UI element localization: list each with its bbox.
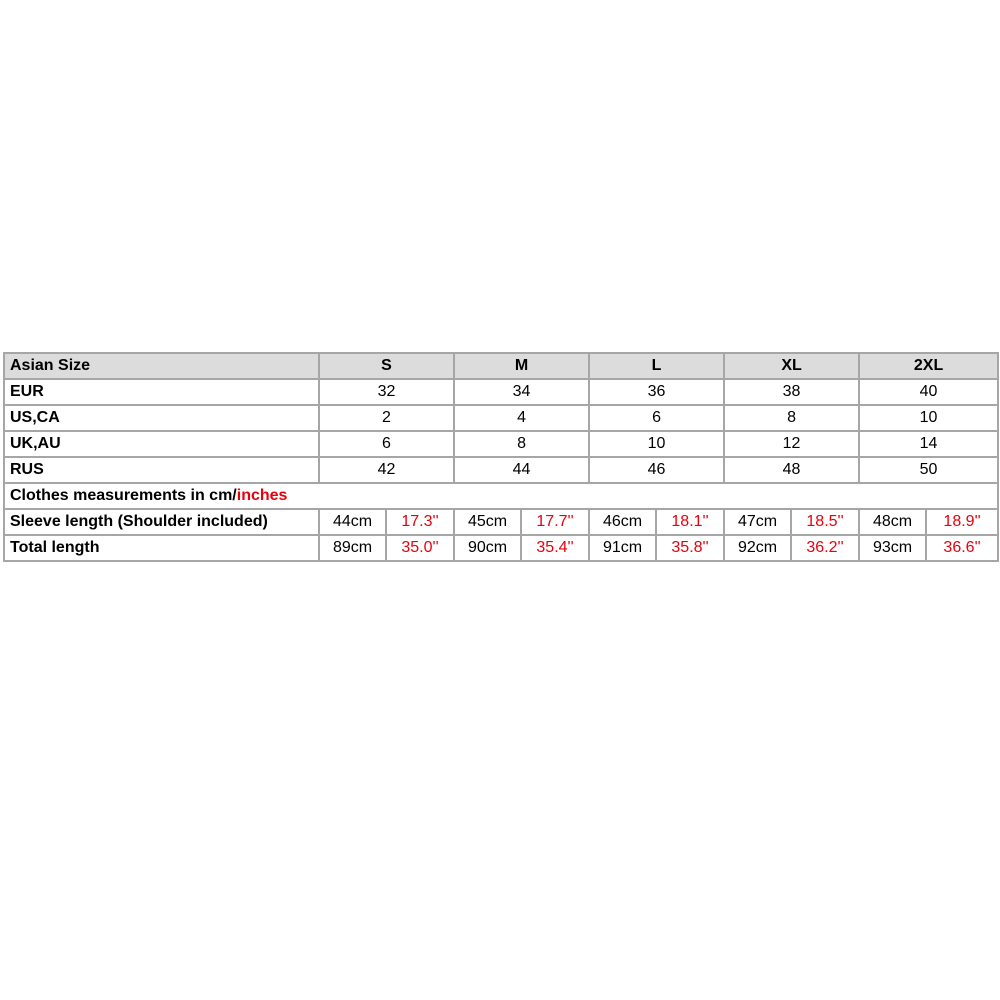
asian-size-label: Asian Size	[4, 353, 319, 379]
table-cell: 10	[589, 431, 724, 457]
table-cell: 42	[319, 457, 454, 483]
row-label: RUS	[4, 457, 319, 483]
table-cell: 6	[589, 405, 724, 431]
size-header: M	[454, 353, 589, 379]
inch-cell: 36.2''	[791, 535, 859, 561]
table-cell: 12	[724, 431, 859, 457]
size-header: S	[319, 353, 454, 379]
table-cell: 2	[319, 405, 454, 431]
row-label: EUR	[4, 379, 319, 405]
row-label: Total length	[4, 535, 319, 561]
cm-cell: 89cm	[319, 535, 386, 561]
table-cell: 48	[724, 457, 859, 483]
row-label: Sleeve length (Shoulder included)	[4, 509, 319, 535]
inch-cell: 17.7''	[521, 509, 589, 535]
size-header: 2XL	[859, 353, 998, 379]
cm-cell: 48cm	[859, 509, 926, 535]
inch-cell: 35.8''	[656, 535, 724, 561]
table-cell: 44	[454, 457, 589, 483]
table-cell: 40	[859, 379, 998, 405]
table-cell: 46	[589, 457, 724, 483]
table-cell: 36	[589, 379, 724, 405]
size-chart	[3, 352, 997, 562]
inch-cell: 18.9''	[926, 509, 998, 535]
inch-cell: 36.6''	[926, 535, 998, 561]
table-header-row	[4, 353, 998, 379]
table-cell: 6	[319, 431, 454, 457]
table-cell: 38	[724, 379, 859, 405]
inch-cell: 18.5''	[791, 509, 859, 535]
section-row	[4, 483, 998, 509]
table-cell: 34	[454, 379, 589, 405]
measurements-section-title	[4, 483, 998, 509]
table-cell: 8	[454, 431, 589, 457]
inch-cell: 17.3''	[386, 509, 454, 535]
cm-cell: 90cm	[454, 535, 521, 561]
table-row	[4, 509, 998, 535]
table-cell: 14	[859, 431, 998, 457]
inch-cell: 18.1''	[656, 509, 724, 535]
table-row	[4, 431, 998, 457]
size-header: L	[589, 353, 724, 379]
cm-cell: 91cm	[589, 535, 656, 561]
size-header: XL	[724, 353, 859, 379]
table-row	[4, 535, 998, 561]
table-cell: 50	[859, 457, 998, 483]
cm-cell: 93cm	[859, 535, 926, 561]
cm-cell: 47cm	[724, 509, 791, 535]
table-row	[4, 405, 998, 431]
cm-cell: 46cm	[589, 509, 656, 535]
table-cell: 8	[724, 405, 859, 431]
table-cell: 4	[454, 405, 589, 431]
cm-cell: 92cm	[724, 535, 791, 561]
section-title-prefix: Clothes measurements in cm/	[10, 487, 237, 504]
size-table	[3, 352, 999, 562]
table-row	[4, 457, 998, 483]
table-row	[4, 379, 998, 405]
cm-cell: 44cm	[319, 509, 386, 535]
section-title-inches: inches	[236, 487, 288, 504]
row-label: US,CA	[4, 405, 319, 431]
table-cell: 32	[319, 379, 454, 405]
cm-cell: 45cm	[454, 509, 521, 535]
table-cell: 10	[859, 405, 998, 431]
row-label: UK,AU	[4, 431, 319, 457]
inch-cell: 35.0''	[386, 535, 454, 561]
inch-cell: 35.4''	[521, 535, 589, 561]
